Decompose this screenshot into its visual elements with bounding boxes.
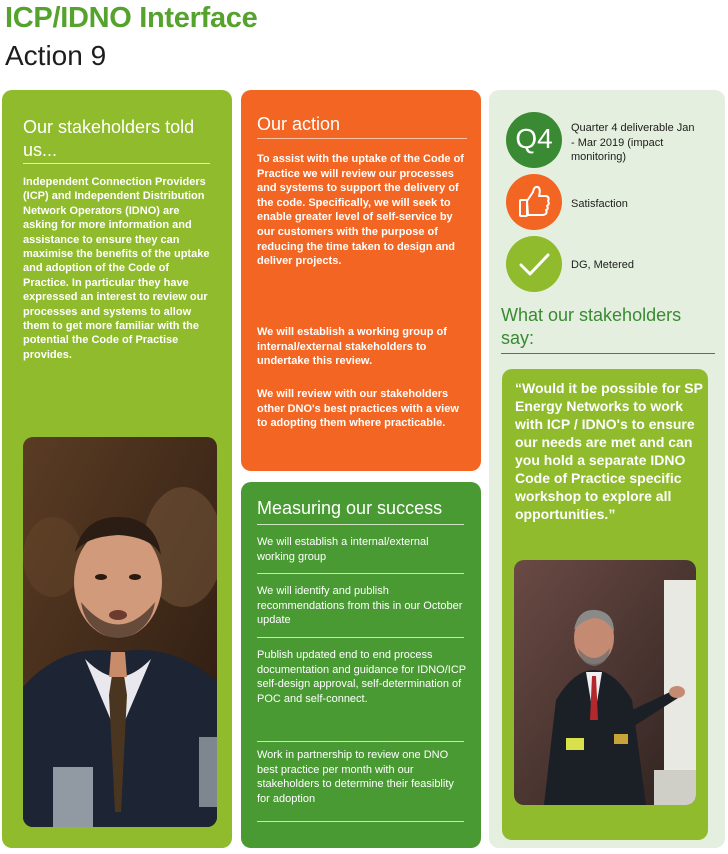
stakeholders-panel (2, 90, 232, 848)
thumbs-up-icon (506, 174, 562, 230)
action-paragraph: We will review with our stakeholders other DNO's best practices with a view to adopting them where practicable. (257, 388, 459, 430)
action-paragraph: To assist with the uptake of the Code of Practice we will review our processes and systems to support the delivery of the code. Specifically, we will seek to enable greater level of self-service by our customers with the purpose of reducing the time taken to design and deliver projects. (257, 153, 464, 268)
satisfaction-label: Satisfaction (571, 198, 628, 210)
success-item: Publish updated end to end process documentation and guidance for IDNO/ICP self-design approval, self-determination of POC and self-connect. (257, 649, 466, 705)
measuring-divider (257, 637, 464, 638)
success-item: We will establish a internal/external working group (257, 536, 429, 563)
presenter-photo (514, 560, 696, 805)
our-action-heading: Our action (257, 114, 341, 134)
page-subtitle: Action 9 (5, 40, 107, 71)
stakeholders-say-divider (501, 353, 715, 354)
stakeholders-body: Independent Connection Providers (ICP) and Independent Distribution Network Operators (IDNO) are asking for more information and assistance to ensure they can maximise the benefits of the uptake and adoption of the Code of Practice. In particular they have expressed an interest to review our processes and systems to allow them to get more familiar with the potential the Code of Practise provides. (23, 176, 210, 361)
q4-badge-text: Q4 (515, 123, 553, 154)
speaker-photo (23, 437, 217, 827)
right-panel (489, 90, 725, 848)
stakeholders-heading: Our stakeholders told us... (23, 117, 195, 160)
checkmark-icon (506, 236, 562, 292)
action-paragraph: We will establish a working group of internal/external stakeholders to undertake this review. (257, 326, 447, 368)
stakeholders-say-heading: What our stakeholders say: (501, 305, 682, 348)
stakeholders-divider (23, 163, 210, 164)
q4-badge (506, 112, 562, 168)
success-item: Work in partnership to review one DNO best practice per month with our stakeholders to determine their feasiblity for adoption (257, 749, 454, 805)
speaker-photo-illustration (23, 437, 217, 827)
our-action-divider (257, 138, 467, 139)
presenter-photo-illustration (514, 560, 696, 805)
measuring-divider (257, 741, 464, 742)
measuring-success-panel (241, 482, 481, 848)
stakeholder-quote: “Would it be possible for SP Energy Networks to work with ICP / IDNO's to ensure our needs are met and can you hold a separate IDNO Code of Practice specific workshop to explore all opportunities.” (515, 380, 703, 522)
page-title: ICP/IDNO Interface (5, 2, 258, 34)
measuring-divider (257, 821, 464, 822)
measuring-heading: Measuring our success (257, 498, 443, 518)
dg-label: DG, Metered (571, 259, 634, 271)
success-item: We will identify and publish recommendations from this in our October update (257, 585, 463, 627)
our-action-panel (241, 90, 481, 471)
measuring-divider (257, 573, 464, 574)
q4-label: Quarter 4 deliverable Jan - Mar 2019 (impact monitoring) (571, 122, 695, 164)
measuring-divider (257, 524, 464, 525)
quote-panel (502, 369, 708, 840)
